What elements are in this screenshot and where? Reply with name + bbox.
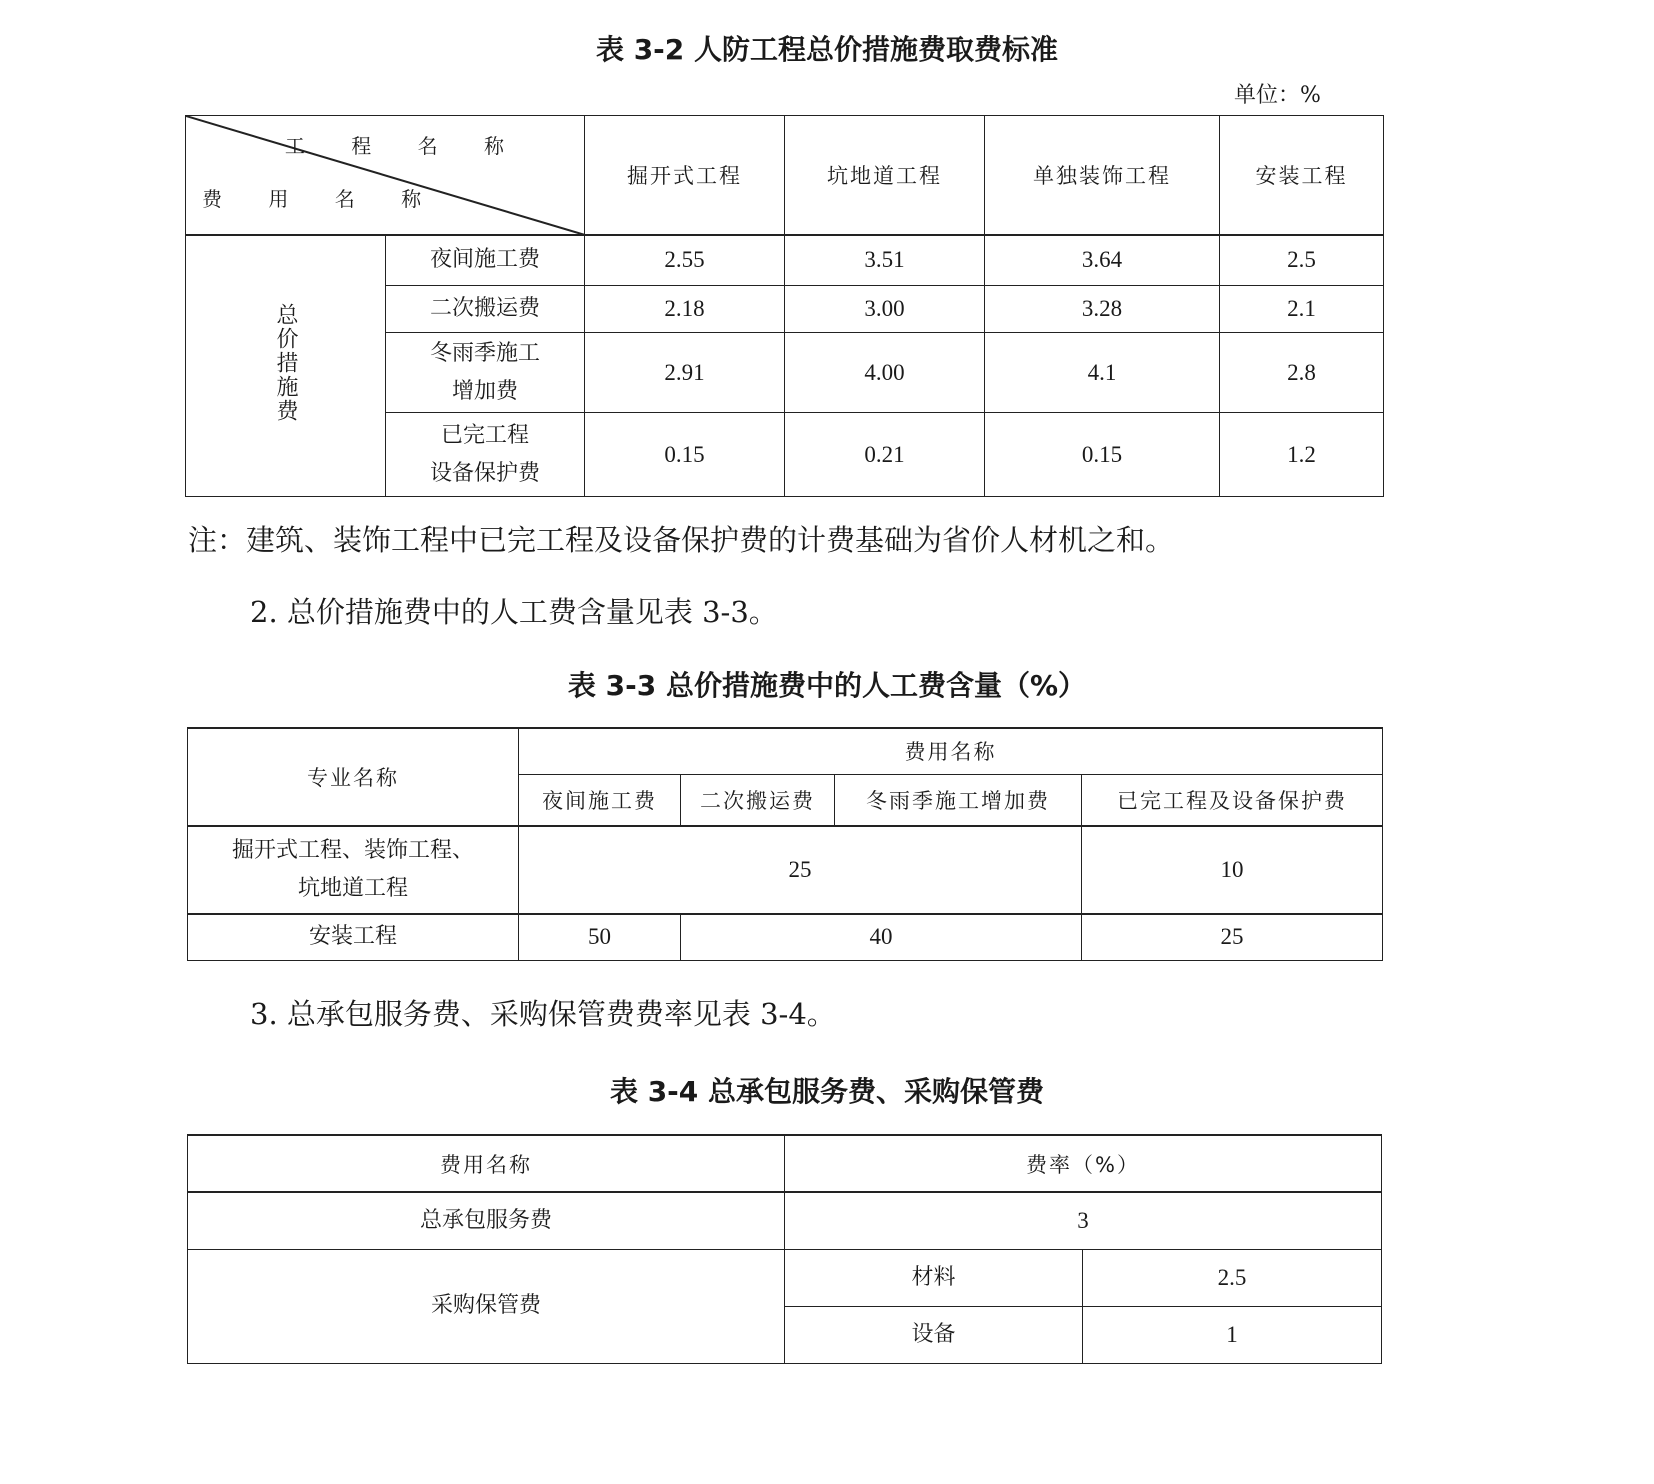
- cell-value: 2.1: [1220, 286, 1384, 333]
- row-label: 二次搬运费: [386, 286, 585, 333]
- table32-title: 表 3-2 人防工程总价措施费取费标准: [595, 33, 1059, 66]
- group-label: 总价措施费: [273, 302, 298, 423]
- table-row: [188, 1192, 1382, 1249]
- paragraph-2: 2. 总价措施费中的人工费含量见表 3-3。: [250, 595, 778, 629]
- cell-value: 2.5: [1083, 1249, 1382, 1306]
- row-label: 安装工程: [188, 914, 519, 960]
- row-label-line1: 冬雨季施工: [429, 340, 540, 366]
- column-header: 安装工程: [1220, 116, 1384, 235]
- row-label: 夜间施工费: [386, 235, 585, 286]
- cell-value: 3: [785, 1192, 1382, 1249]
- cell-value: 4.1: [985, 333, 1220, 413]
- sub-column-header: 夜间施工费: [519, 774, 681, 826]
- table34: [187, 1134, 1382, 1364]
- sub-column-header: 已完工程及设备保护费: [1082, 774, 1383, 826]
- sub-row-label: 材料: [785, 1249, 1083, 1306]
- col-group-header: 费用名称: [519, 728, 1383, 774]
- table-row: [186, 235, 1384, 286]
- sub-column-header: 二次搬运费: [681, 774, 835, 826]
- cell-value: 2.5: [1220, 235, 1384, 286]
- table34-title: 表 3-4 总承包服务费、采购保管费: [609, 1075, 1045, 1108]
- cell-value: 0.15: [585, 413, 785, 497]
- table33: [187, 727, 1383, 961]
- cell-value: 10: [1082, 826, 1383, 914]
- col-major-header: 专业名称: [188, 728, 519, 826]
- cell-value: 0.21: [785, 413, 985, 497]
- group-label-cell: [186, 235, 386, 497]
- sub-row-label: 设备: [785, 1306, 1083, 1363]
- paragraph-3: 3. 总承包服务费、采购保管费费率见表 3-4。: [250, 997, 836, 1031]
- table-row: [188, 914, 1383, 960]
- col-name-header: 费用名称: [188, 1135, 785, 1192]
- row-label-line1: 已完工程: [440, 422, 529, 448]
- table-row: [188, 1249, 1382, 1306]
- row-label: [188, 826, 519, 914]
- column-header: 掘开式工程: [585, 116, 785, 235]
- column-header: 坑地道工程: [785, 116, 985, 235]
- cell-value: 3.51: [785, 235, 985, 286]
- cell-value: 50: [519, 914, 681, 960]
- cell-value: 25: [1082, 914, 1383, 960]
- cell-value: 1.2: [1220, 413, 1384, 497]
- cell-value: 2.8: [1220, 333, 1384, 413]
- cell-value: 4.00: [785, 333, 985, 413]
- cell-value: 2.55: [585, 235, 785, 286]
- table-row: [188, 826, 1383, 914]
- note-text: 注：建筑、装饰工程中已完工程及设备保护费的计费基础为省价人材机之和。: [188, 523, 1175, 557]
- row-label: 总承包服务费: [188, 1192, 785, 1249]
- table32: [185, 115, 1384, 497]
- cell-value: 2.91: [585, 333, 785, 413]
- cell-value: 3.64: [985, 235, 1220, 286]
- cell-value: 3.28: [985, 286, 1220, 333]
- row-label: 采购保管费: [188, 1249, 785, 1363]
- table32-unit: 单位：%: [1234, 83, 1321, 108]
- corner-bottom-label: 费 用 名 称: [202, 186, 442, 211]
- row-label-line2: 坑地道工程: [297, 876, 408, 901]
- cell-value: 3.00: [785, 286, 985, 333]
- row-label: [386, 333, 585, 413]
- corner-top-label: 工 程 名 称: [284, 134, 524, 158]
- col-rate-header: 费率（%）: [785, 1135, 1382, 1192]
- row-label-line2: 增加费: [451, 378, 518, 404]
- row-label-line1: 掘开式工程、装饰工程、: [231, 838, 474, 863]
- cell-value-merged: 25: [519, 826, 1082, 914]
- cell-value-merged: 40: [681, 914, 1082, 960]
- cell-value: 0.15: [985, 413, 1220, 497]
- table33-title: 表 3-3 总价措施费中的人工费含量（%）: [567, 669, 1087, 702]
- corner-header-cell: [186, 116, 585, 235]
- row-label: [386, 413, 585, 497]
- sub-column-header: 冬雨季施工增加费: [835, 774, 1082, 826]
- cell-value: 1: [1083, 1306, 1382, 1363]
- row-label-line2: 设备保护费: [429, 460, 540, 486]
- column-header: 单独装饰工程: [985, 116, 1220, 235]
- cell-value: 2.18: [585, 286, 785, 333]
